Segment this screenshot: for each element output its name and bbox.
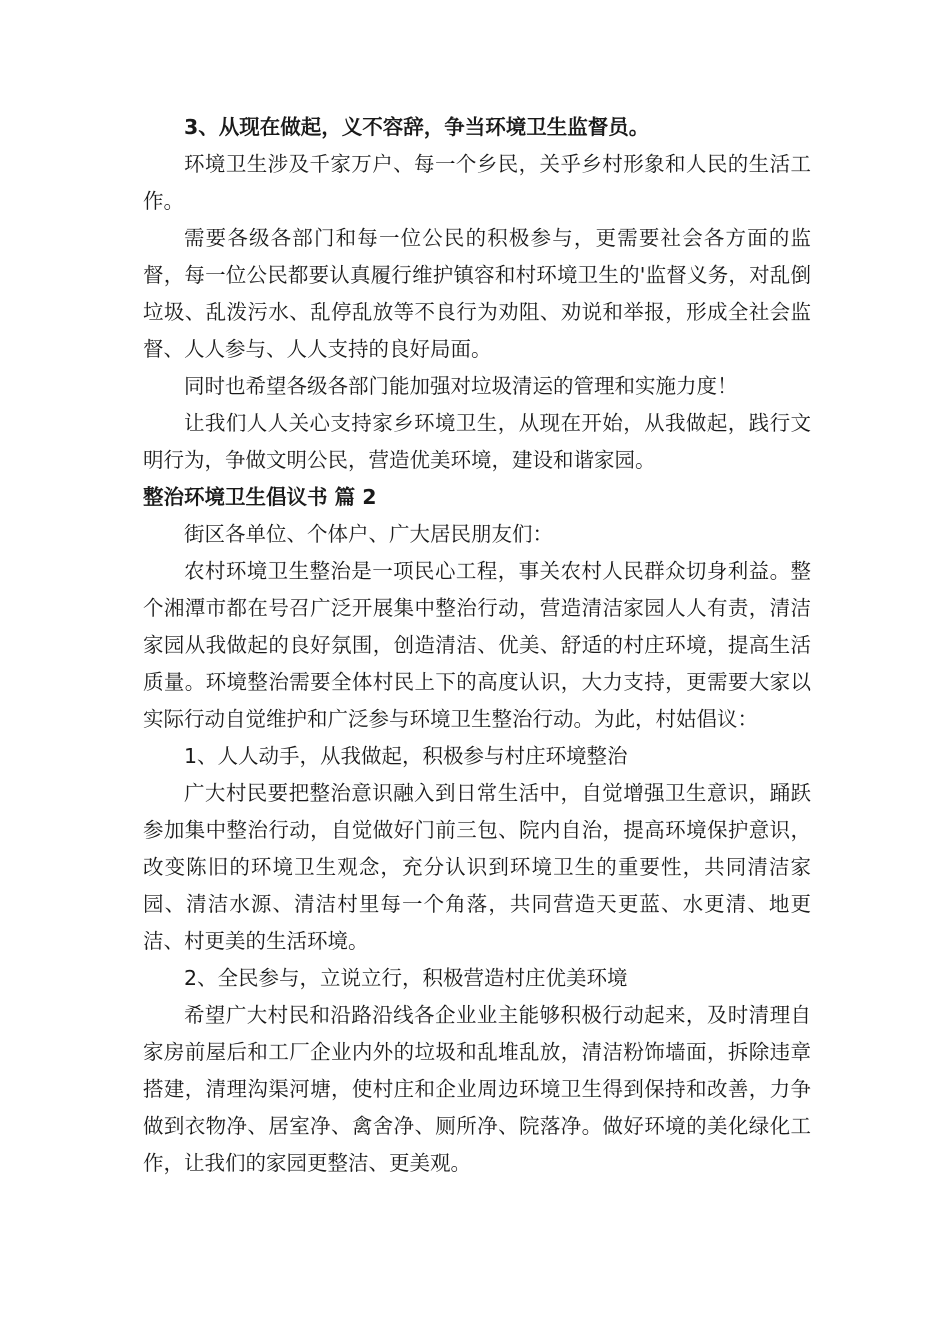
paragraph: 同时也希望各级各部门能加强对垃圾清运的管理和实施力度！ [184,374,738,398]
paragraph: 环境卫生涉及千家万户、每一个乡民，关乎乡村形象和人民的生活工作。 [143,152,811,213]
paragraph: 需要各级各部门和每一位公民的积极参与，更需要社会各方面的监督，每一位公民都要认真履行维护镇容和村环境卫生的'监督义务，对乱倒垃圾、乱泼污水、乱停乱放等不良行为劝阻、劝说和举报，形成全社会监督、人人参与、人人支持的良好局面。 [143,226,811,361]
list-item-heading: 2、全民参与，立说立行，积极营造村庄优美环境 [184,966,628,990]
paragraph: 让我们人人关心支持家乡环境卫生，从现在开始，从我做起，践行文明行为，争做文明公民，营造优美环境，建设和谐家园。 [143,411,811,472]
salutation: 街区各单位、个体户、广大居民朋友们： [184,522,553,546]
paragraph: 农村环境卫生整治是一项民心工程，事关农村人民群众切身利益。整个湘潭市都在号召广泛开展集中整治行动，营造清洁家园人人有责，清洁家园从我做起的良好氛围，创造清洁、优美、舒适的村庄环境，提高生活质量。环境整治需要全体村民上下的高度认识，大力支持，更需要大家以实际行动自觉维护和广泛参与环境卫生整治行动。为此，村姑倡议： [143,559,811,731]
section-subheading: 3、从现在做起，义不容辞，争当环境卫生监督员。 [184,115,650,139]
paragraph: 希望广大村民和沿路沿线各企业业主能够积极行动起来，及时清理自家房前屋后和工厂企业内外的垃圾和乱堆乱放，清洁粉饰墙面，拆除违章搭建，清理沟渠河塘，使村庄和企业周边环境卫生得到保持和改善，力争做到衣物净、居室净、禽舍净、厕所净、院落净。做好环境的美化绿化工作，让我们的家园更整洁、更美观。 [143,1003,811,1175]
document-body [143,109,811,1182]
list-item-heading: 1、人人动手，从我做起，积极参与村庄环境整治 [184,744,628,768]
article-heading: 整治环境卫生倡议书 篇 2 [143,485,377,509]
paragraph: 广大村民要把整治意识融入到日常生活中，自觉增强卫生意识，踊跃参加集中整治行动，自觉做好门前三包、院内自治，提高环境保护意识，改变陈旧的环境卫生观念，充分认识到环境卫生的重要性，共同清洁家园、清洁水源、清洁村里每一个角落，共同营造天更蓝、水更清、地更洁、村更美的生活环境。 [143,781,811,953]
